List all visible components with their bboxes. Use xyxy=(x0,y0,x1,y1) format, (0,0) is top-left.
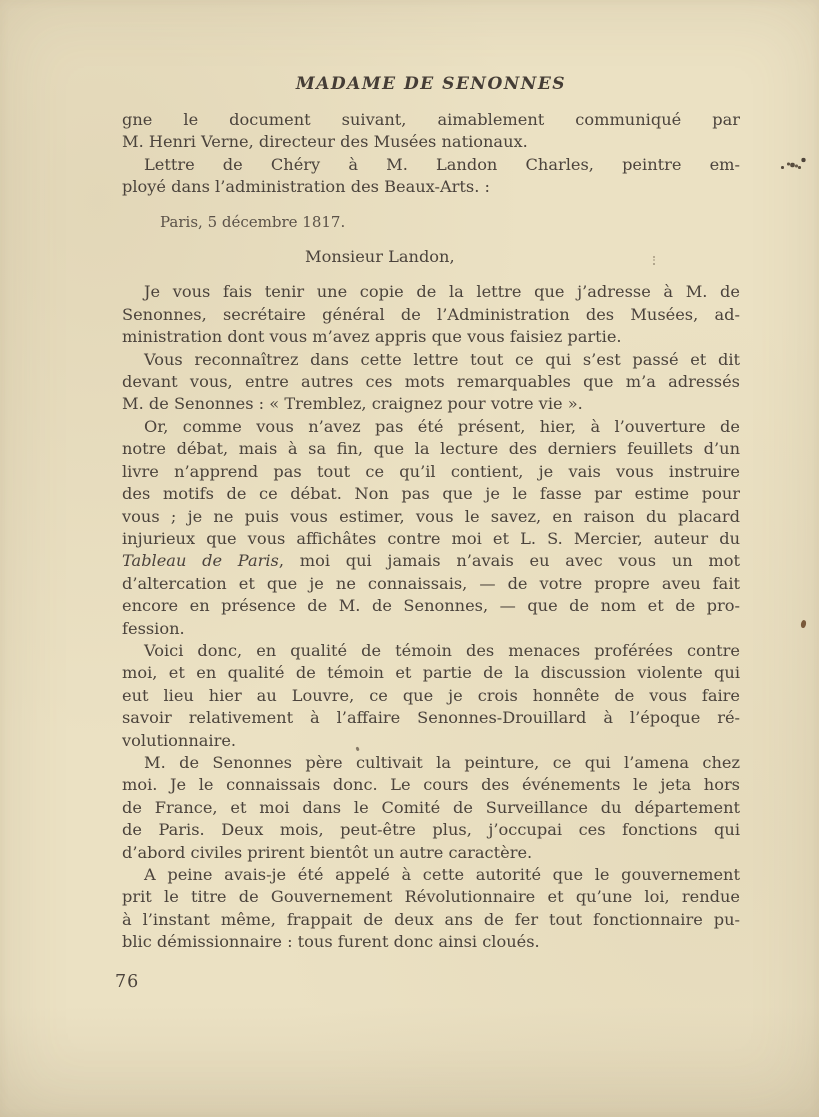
text-line: volutionnaire. xyxy=(122,730,237,750)
text-line: savoir relativement à l’affaire Senonnes-Drouillard à l’époque ré- xyxy=(122,708,740,728)
text-line: injurieux que vous affichâtes contre moi et L. S. Mercier, auteur du xyxy=(122,528,740,548)
text-line: des motifs de ce débat. Non pas que je le fasse par estime pour xyxy=(122,484,740,504)
margin-speck-mark xyxy=(800,620,806,629)
letter-dateline: Paris, 5 décembre 1817. xyxy=(160,212,346,231)
text-line: ployé dans l’administration des Beaux-Arts. : xyxy=(122,177,490,197)
text-line: Lettre de Chéry à M. Landon Charles, peintre em- xyxy=(144,154,740,174)
text-line: vous ; je ne puis vous estimer, vous le savez, en raison du placard xyxy=(122,506,740,526)
letter-salutation: Monsieur Landon, xyxy=(305,247,455,267)
paragraph xyxy=(122,154,740,199)
text-line: de France, et moi dans le Comité de Surveillance du département xyxy=(122,797,740,817)
text-line: Je vous fais tenir une copie de la lettre que j’adresse à M. de xyxy=(144,282,740,302)
text-line: notre débat, mais à sa fin, que la lecture des derniers feuillets d’un xyxy=(122,439,740,459)
text-line: Or, comme vous n’avez pas été présent, hier, à l’ouverture de xyxy=(144,416,740,436)
text-line: devant vous, entre autres ces mots remarquables que m’a adressés xyxy=(122,372,740,392)
page-content xyxy=(122,109,740,954)
text-line: d’abord civiles prirent bientôt un autre caractère. xyxy=(122,842,533,862)
letter-body xyxy=(122,281,740,953)
text-line: M. de Senonnes père cultivait la peinture, ce qui l’amena chez xyxy=(144,752,740,772)
intro-block xyxy=(122,109,740,199)
text-line: A peine avais-je été appelé à cette autorité que le gouvernement xyxy=(144,865,740,884)
paragraph xyxy=(122,281,740,348)
book-title-italic: Tableau de Paris xyxy=(122,551,279,571)
text-line: moi, et en qualité de témoin et partie de la discussion violente qui xyxy=(122,663,740,683)
text-line: fession. xyxy=(122,618,185,638)
text-line: Senonnes, secrétaire général de l’Administration des Musées, ad- xyxy=(122,304,740,324)
text-segment: , moi qui jamais n’avais eu avec vous un mot xyxy=(278,551,741,571)
text-line: moi. Je le connaissais donc. Le cours des événements le jeta hors xyxy=(122,775,740,795)
running-head: MADAME DE SENONNES xyxy=(295,74,567,94)
faint-punctuation-mark xyxy=(653,256,655,258)
text-line: ministration dont vous m’avez appris que vous faisiez partie. xyxy=(122,327,622,347)
text-line: blic démissionnaire : tous furent donc ainsi cloués. xyxy=(122,932,540,952)
text-line: M. Henri Verne, directeur des Musées nationaux. xyxy=(122,132,528,152)
text-line: Voici donc, en qualité de témoin des menaces proférées contre xyxy=(144,640,740,660)
text-line: prit le titre de Gouvernement Révolutionnaire et qu’une loi, rendue xyxy=(122,887,740,907)
text-line: gne le document suivant, aimablement communiqué par xyxy=(122,110,740,129)
text-line: à l’instant même, frappait de deux ans de fer tout fonctionnaire pu- xyxy=(122,909,740,929)
text-line: de Paris. Deux mois, peut-être plus, j’occupai ces fonctions qui xyxy=(122,820,740,840)
text-line: Vous reconnaîtrez dans cette lettre tout ce qui s’est passé et dit xyxy=(144,349,740,369)
paragraph xyxy=(122,109,740,154)
paragraph xyxy=(122,640,740,752)
paragraph xyxy=(122,349,740,416)
paragraph xyxy=(122,864,740,954)
text-line: M. de Senonnes : « Tremblez, craignez pour votre vie ». xyxy=(122,394,583,414)
ink-smudge-mark xyxy=(781,157,784,160)
page-number: 76 xyxy=(115,972,140,992)
text-line: d’altercation et que je ne connaissais, — de votre propre aveu fait xyxy=(122,573,740,593)
paragraph xyxy=(122,416,740,640)
text-line: livre n’apprend pas tout ce qu’il contient, je vais vous instruire xyxy=(122,461,740,481)
text-line: encore en présence de M. de Senonnes, — que de nom et de pro- xyxy=(122,596,740,616)
paragraph xyxy=(122,752,740,864)
text-line xyxy=(122,550,740,572)
text-line: eut lieu hier au Louvre, ce que je crois honnête de vous faire xyxy=(122,685,740,705)
